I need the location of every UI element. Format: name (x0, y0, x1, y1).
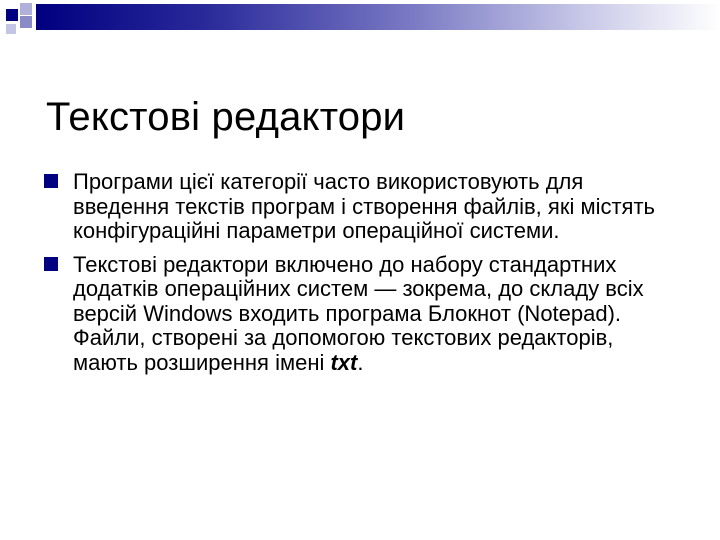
square-bullet-icon (44, 174, 58, 188)
decor-square (6, 9, 18, 21)
square-bullet-icon (44, 257, 58, 271)
bullet-item (42, 170, 682, 244)
slide-title: Текстові редактори (46, 94, 406, 139)
header-gradient-bar (36, 4, 720, 30)
decor-square (6, 24, 16, 34)
decor-square (20, 16, 32, 28)
bullet-tail: . (357, 349, 364, 375)
decor-square (20, 3, 32, 15)
bullet-list (42, 170, 682, 384)
bullet-text: Програми цієї категорії часто використовують для введення текстів програм і створення файлів, які містять конфігураційні параметри операційної системи. (73, 169, 655, 243)
file-extension: txt (330, 349, 358, 375)
header-decoration (0, 0, 720, 36)
bullet-text: Текстові редактори включено до набору стандартних додатків операційних систем — зокрема, до складу всіх версій Windows входить програма Блокнот (Notepad). Файли, створені за допомогою текстових редакторів, мають розширення імені (73, 251, 644, 375)
bullet-item (42, 253, 682, 376)
